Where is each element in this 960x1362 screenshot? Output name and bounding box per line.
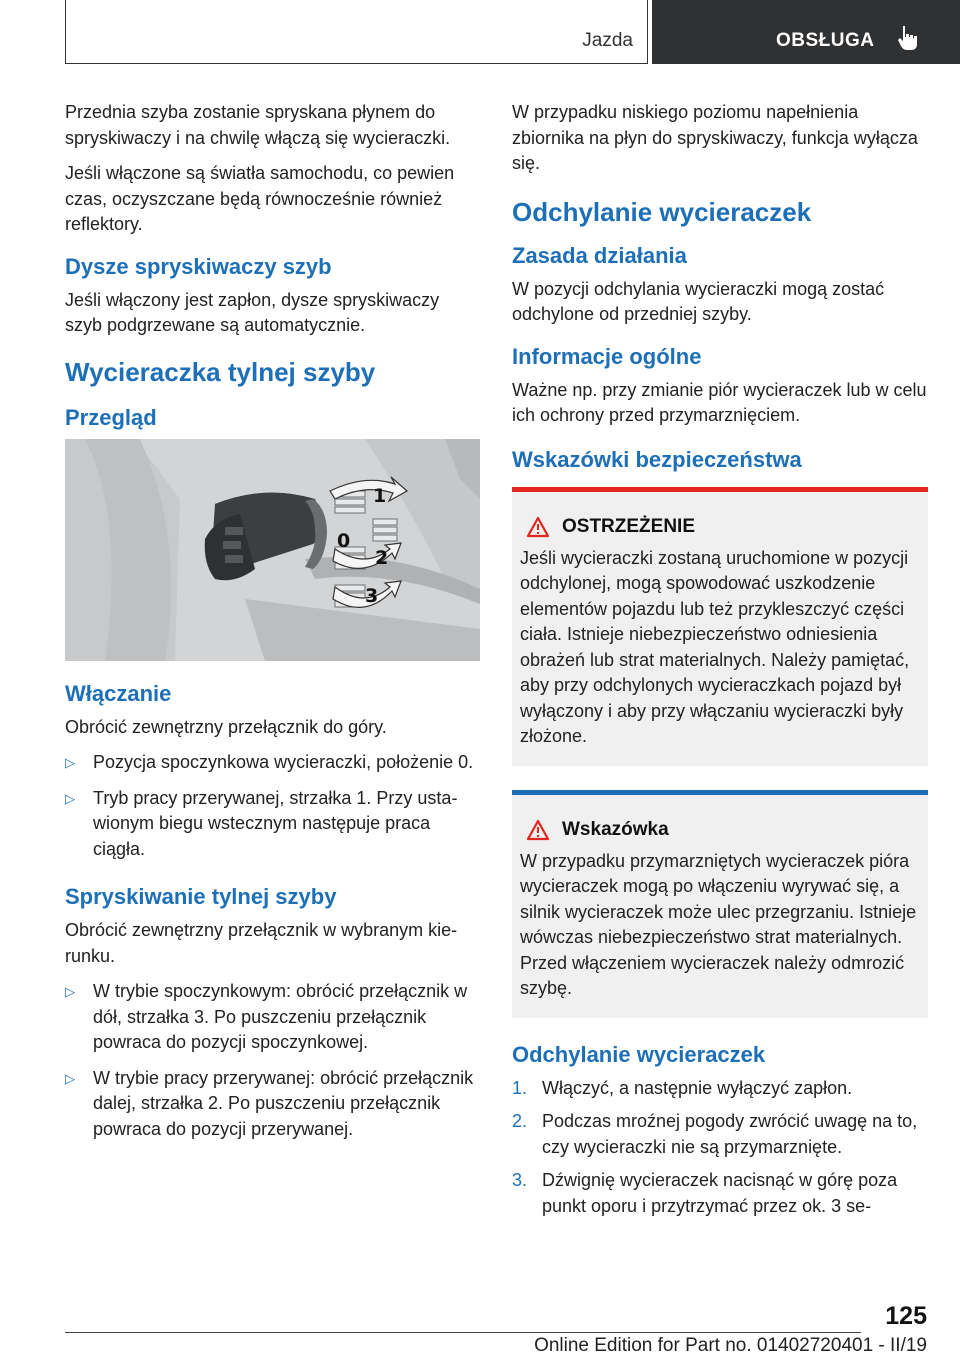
warning-box bbox=[512, 487, 928, 766]
warning-text: Jeśli wycieraczki zostaną uruchomione w pozycji odchylonej, mogą spowodować uszkodzenie elementów pojazdu lub też przykleszczyć części ciała. Istnieje niebezpieczeństwo odniesienia obrażeń lub strat materialnych. Należy pamiętać, aby przy odchylonych wycieraczkach pojazd był wyłączony i aby przy włączaniu wycieraczki były złożone. bbox=[520, 547, 910, 746]
note-title: Wskazówka bbox=[526, 819, 920, 841]
figure-label: 3 bbox=[365, 584, 379, 607]
warning-triangle-icon bbox=[526, 516, 550, 538]
warning-triangle-icon bbox=[526, 819, 550, 841]
figure-label: 0 bbox=[337, 529, 351, 552]
step-number: 1. bbox=[512, 1077, 528, 1098]
heading-rear-wiper: Wycieraczka tylnej szyby bbox=[65, 356, 376, 387]
page-number: 125 bbox=[885, 1302, 927, 1330]
header-chapter-box bbox=[652, 0, 960, 64]
heading-nozzles: Dysze spryskiwaczy szyb bbox=[65, 253, 332, 279]
list-item: 1. Włączyć, a następnie wyłączyć zapłon. bbox=[512, 1076, 928, 1102]
paragraph: Obrócić zewnętrzny przełącznik w wybranym kierunku. bbox=[65, 920, 458, 966]
list-item: 3. Dźwignię wycieraczek nacisnąć w górę poza punkt oporu i przytrzymać przez ok. 3 se- bbox=[512, 1170, 898, 1216]
list-item: ▷ Pozycja spoczynkowa wycieraczki, położenie 0. bbox=[65, 750, 480, 776]
header-section-box bbox=[65, 0, 648, 64]
note-text: W przypadku przymarzniętych wycieraczek pióra wycieraczek mogą po włączeniu wyrywać się, a silnik wycieraczek może ulec przegrzaniu. Istnieje wówczas niebezpieczeństwo strat materialnych. Przed włączeniem wycieraczek należy odmrozić szybę. bbox=[520, 850, 917, 998]
list-item: ▷ Tryb pracy przerywanej, strzałka 1. Przy ustawionym biegu wstecznym następuje praca ciągła. bbox=[65, 787, 458, 859]
heading-general-info: Informacje ogólne bbox=[512, 343, 702, 369]
heading-tilt-procedure: Odchylanie wycieraczek bbox=[512, 1041, 766, 1067]
paragraph: Jeśli włączone są światła samochodu, co pewien czas, oczyszczane będą równocześnie również reflektory. bbox=[65, 163, 455, 234]
paragraph: Ważne np. przy zmianie piór wycieraczek lub w celu ich ochrony przed przymarznięciem. bbox=[512, 379, 927, 425]
wiper-stalk-figure bbox=[65, 439, 480, 661]
warning-title: OSTRZEŻENIE bbox=[526, 516, 920, 538]
section-title: Jazda bbox=[582, 30, 633, 51]
step-number: 3. bbox=[512, 1170, 528, 1190]
switch-on-list bbox=[65, 750, 480, 862]
paragraph: W przypadku niskiego poziomu napełnienia zbiornika na płyn do spryskiwaczy, funkcja wyłącza się. bbox=[512, 102, 918, 173]
triangle-bullet-icon: ▷ bbox=[65, 790, 75, 806]
step-number: 2. bbox=[512, 1111, 528, 1131]
footer-edition: Online Edition for Part no. 01402720401 - II/19 bbox=[534, 1335, 927, 1356]
chapter-title: OBSŁUGA bbox=[776, 30, 875, 51]
heading-safety: Wskazówki bezpieczeństwa bbox=[512, 446, 802, 472]
paragraph: Przednia szyba zostanie spryskana płynem do spryskiwaczy i na chwilę włączą się wycieraczki. bbox=[65, 102, 451, 148]
list-item: 2. Podczas mroźnej pogody zwrócić uwagę na to, czy wycieraczki nie są przymarznięte. bbox=[512, 1111, 918, 1157]
triangle-bullet-icon: ▷ bbox=[65, 984, 75, 999]
heading-rear-spray: Spryskiwanie tylnej szyby bbox=[65, 884, 337, 909]
triangle-bullet-icon: ▷ bbox=[65, 755, 75, 770]
heading-principle: Zasada działania bbox=[512, 242, 687, 268]
note-box bbox=[512, 790, 928, 1018]
figure-label: 2 bbox=[375, 546, 389, 569]
list-item: ▷ W trybie spoczynkowym: obrócić przełącznik w dół, strzałka 3. Po puszczeniu przełącznik powraca do pozycji spoczynkowej. bbox=[65, 981, 468, 1052]
paragraph: Obrócić zewnętrzny przełącznik do góry. bbox=[65, 716, 387, 737]
steps-list bbox=[512, 1076, 928, 1220]
triangle-bullet-icon: ▷ bbox=[65, 1070, 75, 1086]
paragraph: Jeśli włączony jest zapłon, dysze spryskiwaczy szyb podgrzewane są automatycznie. bbox=[65, 289, 440, 335]
footer-divider bbox=[65, 1332, 861, 1333]
wiper-stalk-illustration bbox=[65, 439, 480, 661]
heading-overview: Przegląd bbox=[65, 404, 157, 430]
right-column bbox=[512, 100, 928, 1227]
paragraph: W pozycji odchylania wycieraczki mogą zostać odchylone od przedniej szyby. bbox=[512, 278, 885, 324]
figure-label: 1 bbox=[373, 484, 387, 507]
left-column bbox=[65, 100, 480, 1152]
heading-switch-on: Włączanie bbox=[65, 680, 172, 706]
spray-list bbox=[65, 979, 480, 1142]
list-item: ▷ W trybie pracy przerywanej: obrócić przełącznik dalej, strzałka 2. Po puszczeniu przełącznik powraca do pozycji przerywanej. bbox=[65, 1067, 474, 1139]
heading-tilt-wipers: Odchylanie wycieraczek bbox=[512, 196, 812, 227]
pointing-hand-icon bbox=[896, 24, 922, 52]
